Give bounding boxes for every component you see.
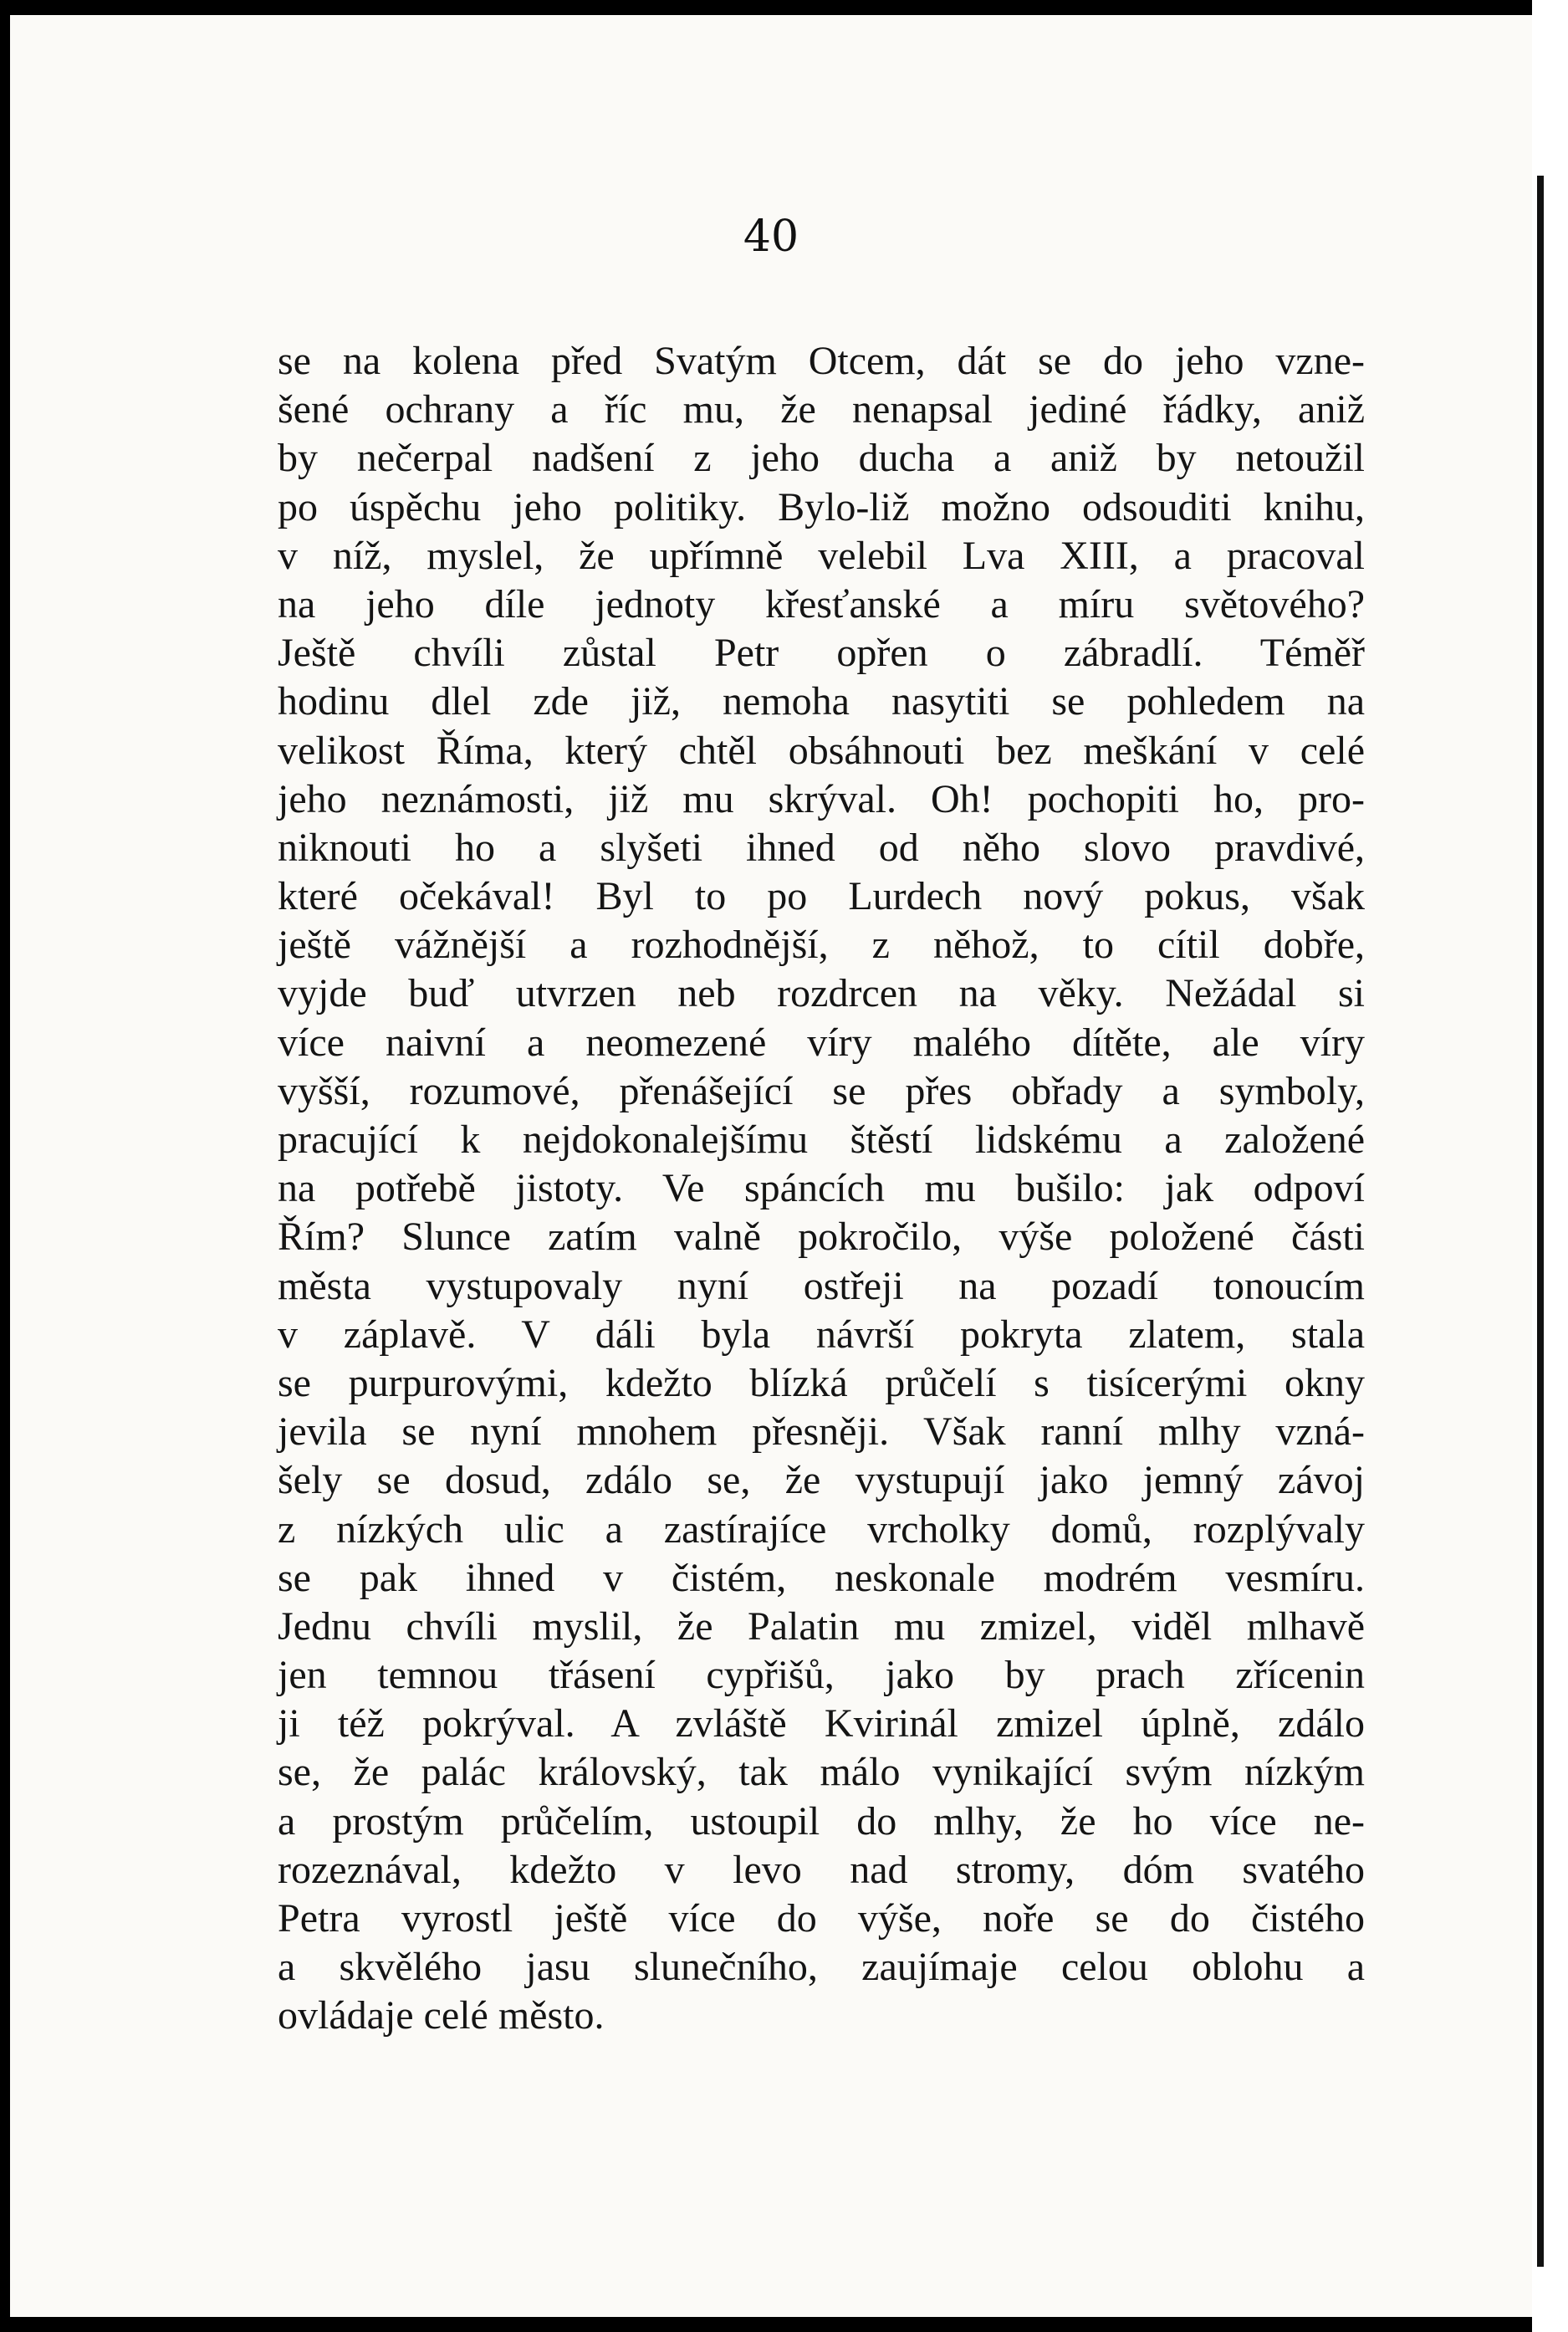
text-line: z nízkých ulic a zastírajíce vrcholky domů, rozplývaly [278, 1506, 1365, 1552]
text-line: a prostým průčelím, ustoupil do mlhy, že ho více ne- [278, 1798, 1365, 1844]
text-line: Jednu chvíli myslil, že Palatin mu zmizel, viděl mlhavě [278, 1603, 1365, 1649]
text-line: Řím? Slunce zatím valně pokročilo, výše položené části [278, 1215, 1365, 1260]
text-line: se purpurovými, kdežto blízká průčelí s tisícerými okny [278, 1360, 1365, 1405]
spine-edge [1537, 176, 1544, 2267]
text-line: rozeznával, kdežto v levo nad stromy, dóm svatého [278, 1847, 1365, 1892]
text-line: by nečerpal nadšení z jeho ducha a aniž by netoužil [278, 436, 1365, 481]
text-line: ještě vážnější a rozhodnější, z něhož, to cítil dobře, [278, 923, 1365, 968]
text-line: které očekával! Byl to po Lurdech nový pokus, však [278, 874, 1365, 919]
text-line: jevila se nyní mnohem přesněji. Však ranní mlhy vzná- [278, 1409, 1365, 1455]
text-line: ji též pokrýval. A zvláště Kvirinál zmizel úplně, zdálo [278, 1701, 1365, 1746]
text-line: se pak ihned v čistém, neskonale modrém vesmíru. [278, 1555, 1365, 1600]
text-line: města vystupovaly nyní ostřeji na pozadí tonoucím [278, 1263, 1365, 1308]
text-line: jen temnou třásení cypřišů, jako by prach zřícenin [278, 1653, 1365, 1698]
text-line: Ještě chvíli zůstal Petr opřen o zábradlí. Téměř [278, 631, 1365, 676]
text-line: velikost Říma, který chtěl obsáhnouti bez meškání v celé [278, 728, 1365, 773]
text-line: Petra vyrostl ještě více do výše, noře se do čistého [278, 1896, 1365, 1941]
text-line: na potřebě jistoty. Ve spáncích mu bušilo: jak odpoví [278, 1166, 1365, 1211]
text-line: šené ochrany a říc mu, že nenapsal jediné řádky, aniž [278, 387, 1365, 432]
text-line: na jeho díle jednoty křesťanské a míru světového? [278, 581, 1365, 626]
text-line: niknouti ho a slyšeti ihned od něho slovo pravdivé, [278, 825, 1365, 870]
text-line: hodinu dlel zde již, nemoha nasytiti se pohledem na [278, 679, 1365, 724]
text-line: v záplavě. V dáli byla návrší pokryta zlatem, stala [278, 1312, 1365, 1357]
text-line: vyjde buď utvrzen neb rozdrcen na věky. Nežádal si [278, 971, 1365, 1016]
text-line: pracující k nejdokonalejšímu štěstí lidskému a založené [278, 1117, 1365, 1162]
text-line: vyšší, rozumové, přenášející se přes obřady a symboly, [278, 1068, 1365, 1113]
text-line: šely se dosud, zdálo se, že vystupují jako jemný závoj [278, 1458, 1365, 1503]
text-line: po úspěchu jeho politiky. Bylo-liž možno odsouditi knihu, [278, 484, 1365, 529]
text-line: více naivní a neomezené víry malého dítěte, ale víry [278, 1020, 1365, 1065]
text-line: ovládaje celé město. [278, 1993, 605, 2038]
text-line: se, že palác královský, tak málo vynikající svým nízkým [278, 1750, 1365, 1795]
page-number: 40 [743, 212, 799, 262]
body-text [278, 337, 1365, 2041]
text-line: jeho neznámosti, již mu skrýval. Oh! pochopiti ho, pro- [278, 776, 1365, 821]
text-line: a skvělého jasu slunečního, zaujímaje celou oblohu a [278, 1945, 1365, 1990]
text-line: se na kolena před Svatým Otcem, dát se do jeho vzne- [278, 339, 1365, 383]
text-line: v níž, myslel, že upřímně velebil Lva XIII, a pracoval [278, 533, 1365, 578]
book-page [10, 15, 1532, 2317]
